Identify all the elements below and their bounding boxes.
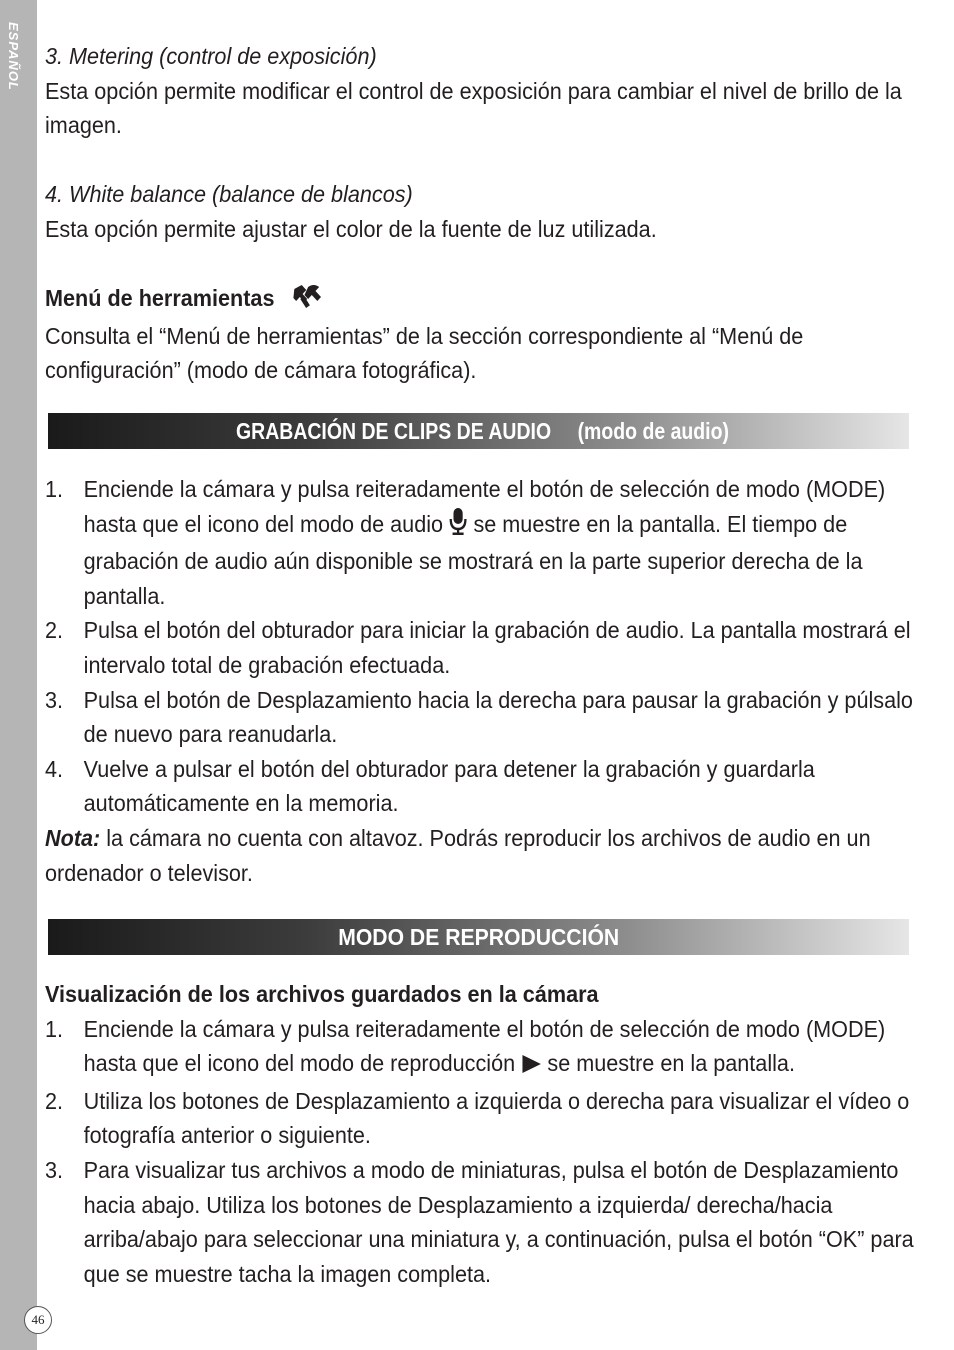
tools-menu-body: Consulta el “Menú de herramientas” de la sección correspondiente al “Menú de configuración” (modo de cámara fotográfica).	[45, 322, 804, 384]
microphone-icon	[449, 507, 467, 545]
audio-section-header	[48, 413, 909, 449]
playback-subtitle: Visualización de los archivos guardados en la cámara	[45, 981, 599, 1007]
list-item: 2. Utiliza los botones de Desplazamiento a izquierda o derecha para visualizar el vídeo o fotografía anterior o siguiente.	[45, 1087, 910, 1149]
playback-steps	[45, 977, 914, 1291]
metering-title: 3. Metering (control de exposición)	[45, 43, 377, 69]
metering-body: Esta opción permite modificar el control de exposición para cambiar el nivel de brillo de la imagen.	[45, 77, 902, 139]
play-icon	[521, 1049, 541, 1084]
list-item: 3. Pulsa el botón de Desplazamiento hacia la derecha para pausar la grabación y púlsalo de nuevo para reanudarla.	[45, 686, 913, 748]
side-strip	[0, 0, 37, 1350]
note	[45, 821, 914, 890]
tools-menu-title: Menú de herramientas	[45, 285, 275, 312]
list-item: 4. Vuelve a pulsar el botón del obturador para detener la grabación y guardarla automáticamente en la memoria.	[45, 755, 815, 817]
list-item: 3. Para visualizar tus archivos a modo de miniaturas, pulsa el botón de Desplazamiento hacia abajo. Utiliza los botones de Desplazamiento a izquierda/ derecha/hacia arriba/abajo para seleccionar una miniatura y, a continuación, pulsa el botón “OK” para que se muestre tacha la imagen completa.	[45, 1156, 914, 1287]
wrench-hammer-icon	[292, 283, 323, 319]
list-item: 1. Enciende la cámara y pulsa reiteradamente el botón de selección de modo (MODE) hasta que el icono del modo de audio se muestre en la pantalla. El tiempo de grabación de audio aún disponible se mostrará en la parte superior derecha de la pantalla.	[45, 476, 886, 609]
note-label: Nota:	[45, 824, 101, 851]
top-content	[45, 39, 914, 388]
white-balance-body: Esta opción permite ajustar el color de la fuente de luz utilizada.	[45, 215, 657, 242]
page-number: 46	[24, 1306, 52, 1334]
audio-header-main: GRABACIÓN DE CLIPS DE AUDIO	[235, 417, 551, 444]
white-balance-title: 4. White balance (balance de blancos)	[45, 181, 413, 208]
tools-menu-heading	[45, 281, 914, 319]
audio-header-suffix: (modo de audio)	[576, 417, 729, 444]
audio-steps	[45, 472, 914, 890]
language-label: ESPAÑOL	[6, 22, 21, 91]
list-item: 1. Enciende la cámara y pulsa reiteradamente el botón de selección de modo (MODE) hasta que el icono del modo de reproducción se muestre en la pantalla.	[45, 1012, 914, 1084]
playback-section-header: MODO DE REPRODUCCIÓN	[48, 919, 909, 955]
list-item: 2. Pulsa el botón del obturador para iniciar la grabación de audio. La pantalla mostrará el intervalo total de grabación efectuada.	[45, 617, 911, 678]
note-text: la cámara no cuenta con altavoz. Podrás reproducir los archivos de audio en un ordenador o televisor.	[45, 824, 871, 886]
